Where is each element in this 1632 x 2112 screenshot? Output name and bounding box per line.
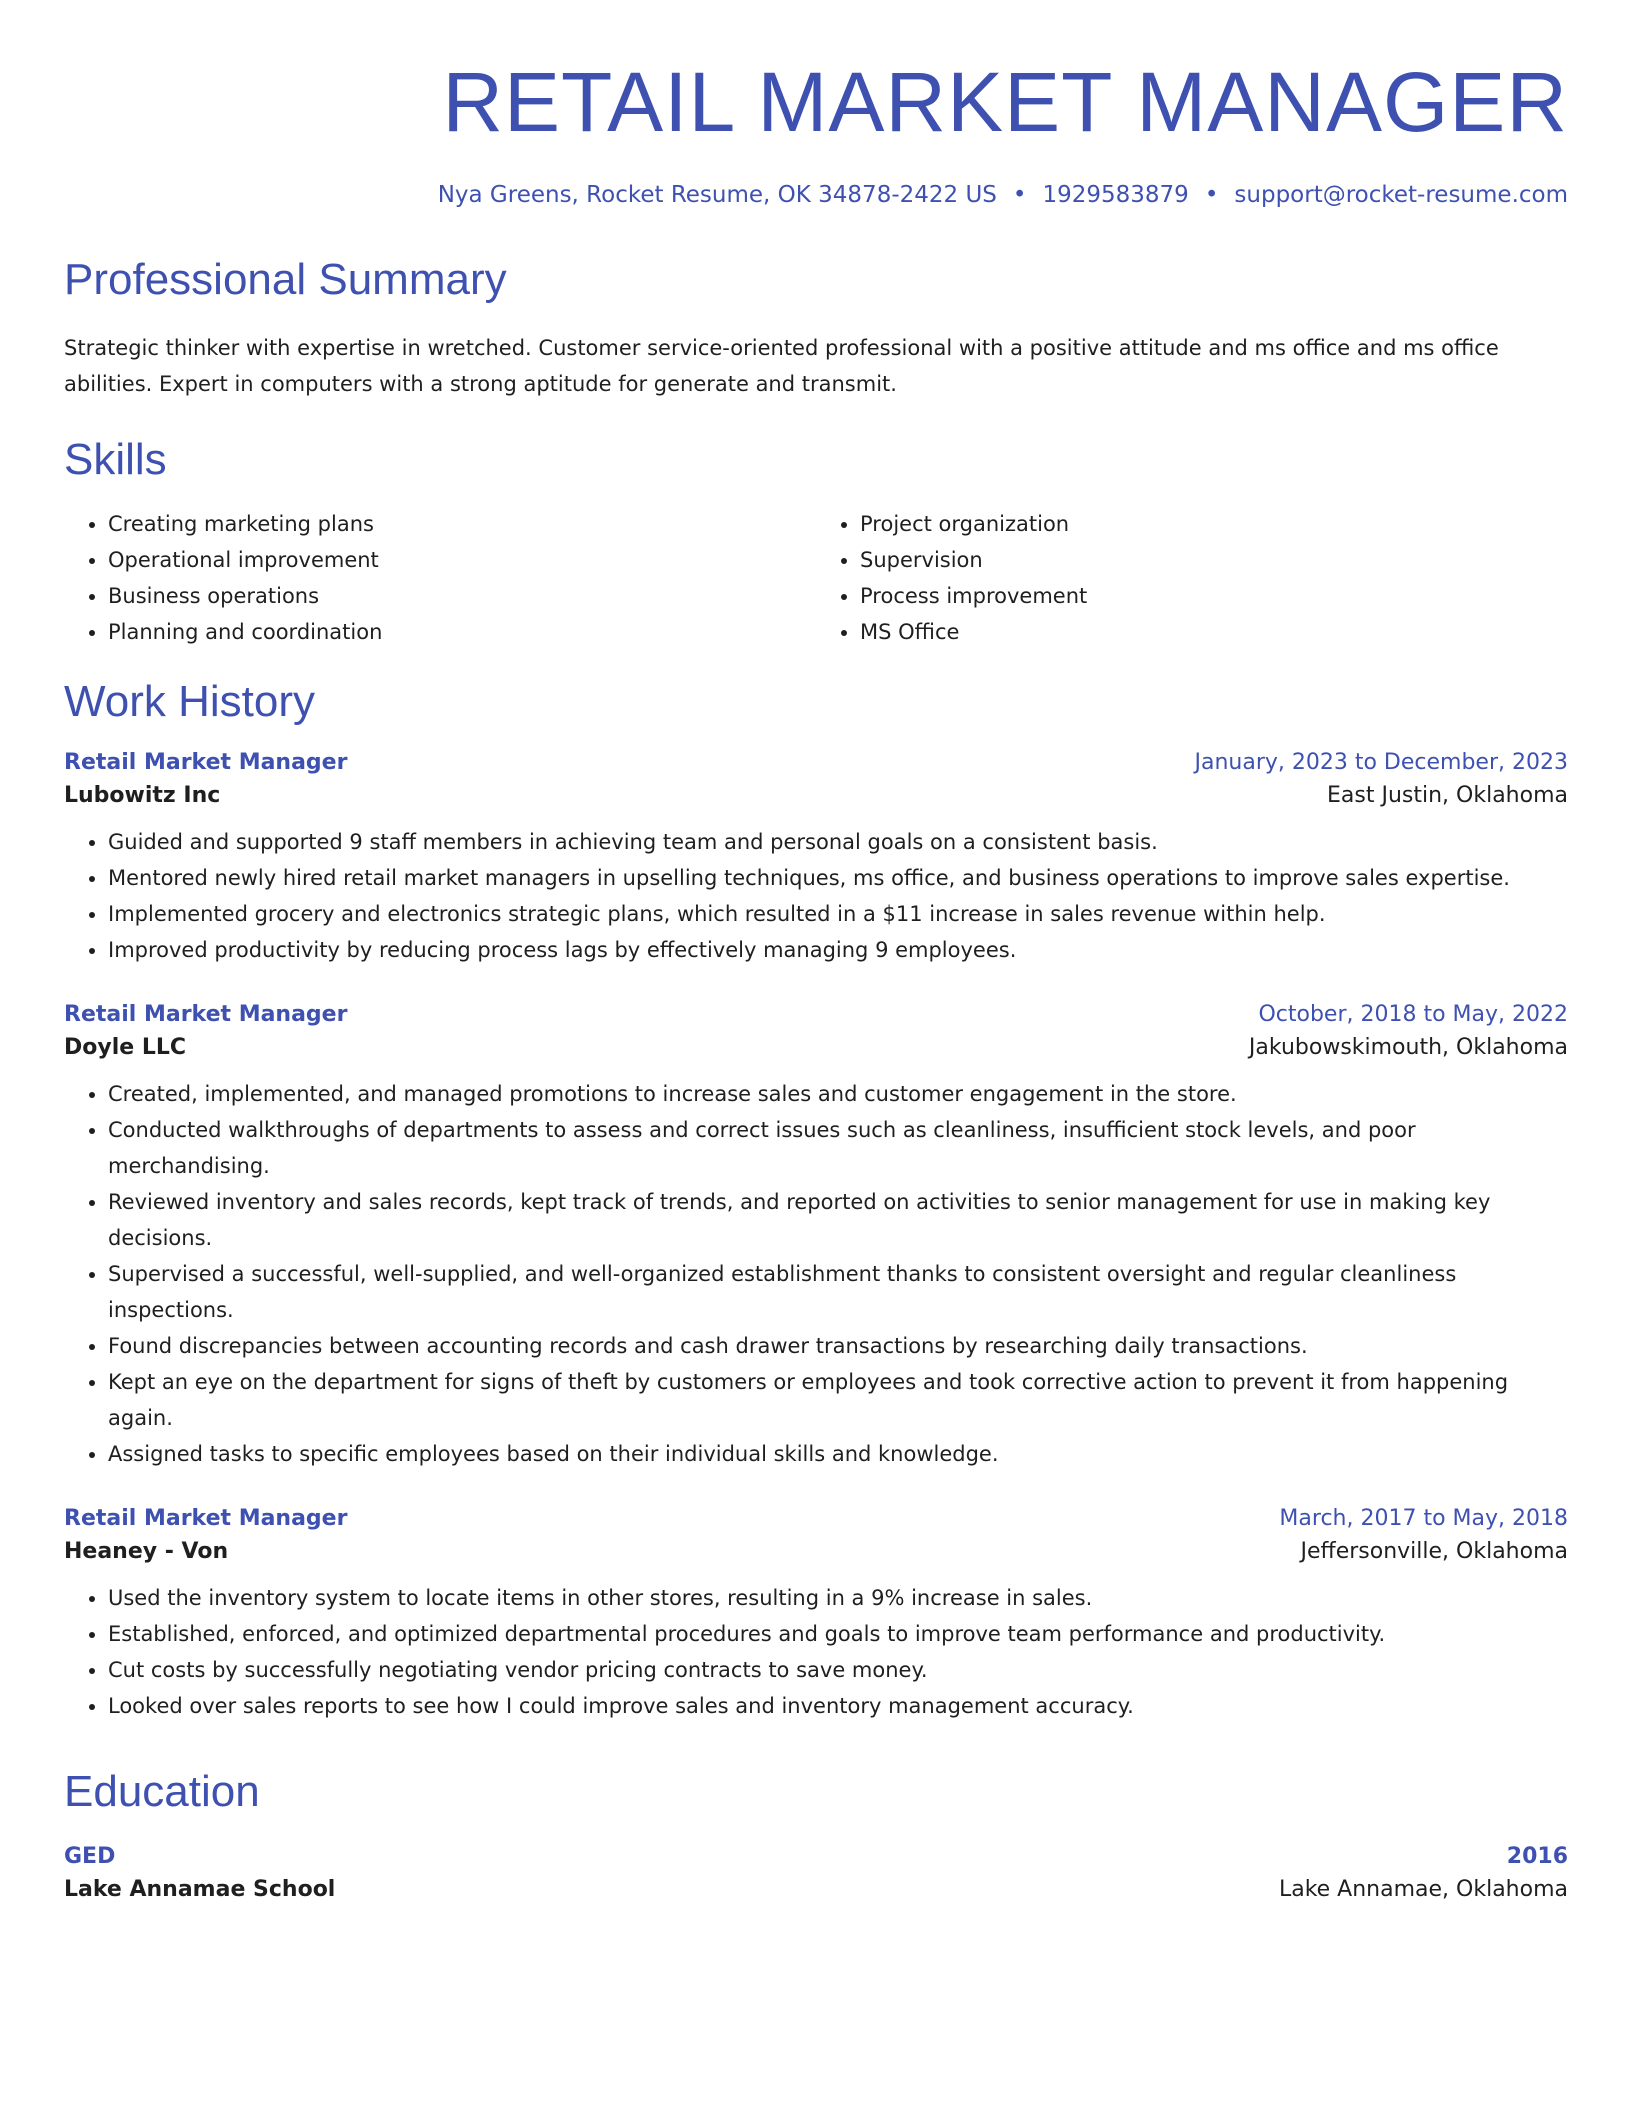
resume-name: RETAIL MARKET MANAGER [442,55,1568,149]
job-bullets [64,1076,1568,1472]
contact-email: support@rocket-resume.com [1234,182,1568,208]
job-location: Jeffersonville, Oklahoma [1300,1539,1568,1564]
job-bullets [64,1580,1568,1724]
job-bullet: • Found discrepancies between accounting records and cash drawer transactions by researching daily transactions. [108,1328,1568,1364]
job-role: Retail Market Manager [64,750,348,775]
job-bullet: • Cut costs by successfully negotiating vendor pricing contracts to save money. [108,1652,1568,1688]
education-heading: Education [64,1767,260,1816]
skill-item: • Creating marketing plans [108,506,816,542]
job-role: Retail Market Manager [64,1002,348,1027]
summary-heading: Professional Summary [64,255,507,304]
job-location: Jakubowskimouth, Oklahoma [1248,1035,1568,1060]
job-entry [64,1506,1568,1724]
job-bullet: • Looked over sales reports to see how I could improve sales and inventory management accuracy. [108,1688,1568,1724]
job-company-row [64,1027,1568,1060]
job-company: Doyle LLC [64,1035,187,1060]
education-school-row [64,1869,1568,1902]
job-company-row [64,1531,1568,1564]
skill-item: • MS Office [860,614,1568,650]
summary-text: Strategic thinker with expertise in wretched. Customer service-oriented professional with a positive attitude and ms office and ms office abilities. Expert in computers with a strong aptitude for generate and transmit. [64,336,1499,396]
skill-item: • Planning and coordination [108,614,816,650]
skills-list [64,506,1568,650]
job-header-row [64,750,1568,775]
contact-separator: • [1204,182,1219,208]
job-bullet: • Established, enforced, and optimized departmental procedures and goals to improve team performance and productivity. [108,1616,1568,1652]
job-company-row [64,775,1568,808]
education-location: Lake Annamae, Oklahoma [1278,1877,1568,1902]
skill-item: • Operational improvement [108,542,816,578]
job-bullet: • Implemented grocery and electronics strategic plans, which resulted in a $11 increase in sales revenue within help. [108,896,1568,932]
work-history-heading: Work History [64,677,315,726]
contact-phone: 1929583879 [1042,182,1189,208]
job-header-row [64,1002,1568,1027]
job-dates: January, 2023 to December, 2023 [1194,750,1568,775]
job-header-row [64,1506,1568,1531]
education-school: Lake Annamae School [64,1877,336,1902]
education-degree: GED [64,1844,116,1869]
skill-item: • Process improvement [860,578,1568,614]
contact-address: Nya Greens, Rocket Resume, OK 34878-2422 US [437,182,997,208]
skills-heading: Skills [64,435,167,484]
job-bullet: • Conducted walkthroughs of departments to assess and correct issues such as cleanliness, insufficient stock levels, and poor merchandising. [108,1112,1568,1184]
job-entry [64,750,1568,968]
skills-column-right [816,506,1568,650]
contact-line [64,182,1568,208]
job-company: Heaney - Von [64,1539,229,1564]
job-bullet: • Kept an eye on the department for signs of theft by customers or employees and took corrective action to prevent it from happening again. [108,1364,1568,1436]
job-location: East Justin, Oklahoma [1327,783,1568,808]
job-dates: March, 2017 to May, 2018 [1279,1506,1568,1531]
job-bullet: • Supervised a successful, well-supplied, and well-organized establishment thanks to consistent oversight and regular cleanliness inspections. [108,1256,1568,1328]
job-bullet: • Guided and supported 9 staff members in achieving team and personal goals on a consistent basis. [108,824,1568,860]
job-bullet: • Improved productivity by reducing process lags by effectively managing 9 employees. [108,932,1568,968]
skill-item: • Business operations [108,578,816,614]
job-dates: October, 2018 to May, 2022 [1258,1002,1568,1027]
education-year: 2016 [1506,1844,1568,1869]
job-bullet: • Used the inventory system to locate items in other stores, resulting in a 9% increase in sales. [108,1580,1568,1616]
skill-item: • Project organization [860,506,1568,542]
skill-item: • Supervision [860,542,1568,578]
job-bullet: • Reviewed inventory and sales records, kept track of trends, and reported on activities to senior management for use in making key decisions. [108,1184,1568,1256]
contact-separator: • [1012,182,1027,208]
resume-page [64,0,1568,1902]
job-bullet: • Mentored newly hired retail market managers in upselling techniques, ms office, and business operations to improve sales expertise. [108,860,1568,896]
education-header-row [64,1844,1568,1869]
job-bullet: • Assigned tasks to specific employees based on their individual skills and knowledge. [108,1436,1568,1472]
education-entry [64,1844,1568,1902]
job-company: Lubowitz Inc [64,783,221,808]
job-bullets [64,824,1568,968]
skills-column-left [64,506,816,650]
job-bullet: • Created, implemented, and managed promotions to increase sales and customer engagement in the store. [108,1076,1568,1112]
job-entry [64,1002,1568,1472]
job-role: Retail Market Manager [64,1506,348,1531]
